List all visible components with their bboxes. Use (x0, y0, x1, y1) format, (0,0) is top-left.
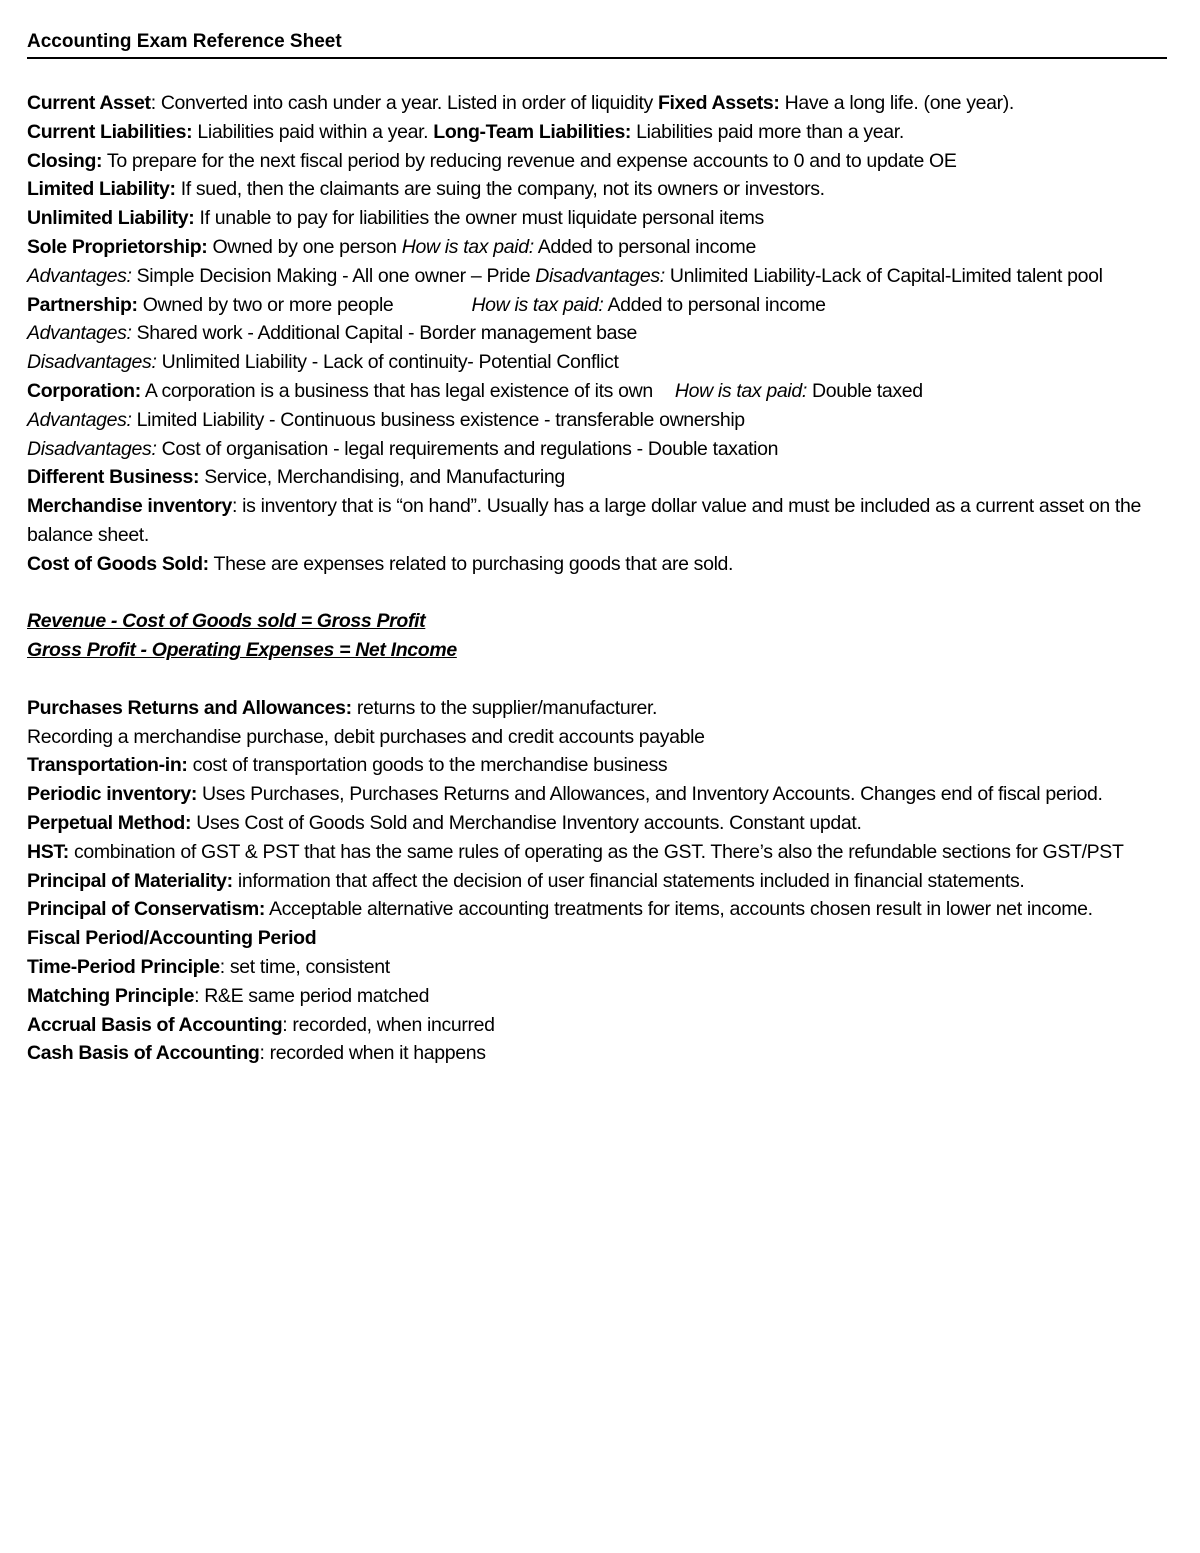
def-closing: Closing: To prepare for the next fiscal period by reducing revenue and expense accounts to 0 and to update OE (27, 149, 957, 172)
def-merchandise-inventory: Merchandise inventory: is inventory that is “on hand”. Usually has a large dollar value and must be included as a current asset on the balance sheet. (27, 495, 1141, 546)
def-limited-liability: Limited Liability: If sued, then the claimants are suing the company, not its owners or investors. (27, 178, 825, 201)
def-purchases-returns: Purchases Returns and Allowances: returns to the supplier/manufacturer. (27, 696, 658, 719)
def-perpetual-method: Perpetual Method: Uses Cost of Goods Sold and Merchandise Inventory accounts. Constant updat. (27, 811, 862, 834)
def-hst: HST: combination of GST & PST that has the same rules of operating as the GST. There’s also the refundable sections for GST/PST (27, 840, 1124, 863)
def-materiality: Principal of Materiality: information that affect the decision of user financial statements included in financial statements. (27, 869, 1025, 892)
def-transportation-in: Transportation-in: cost of transportation goods to the merchandise business (27, 754, 668, 777)
def-time-period-principle: Time-Period Principle: set time, consistent (27, 955, 390, 978)
note-recording-purchase: Recording a merchandise purchase, debit purchases and credit accounts payable (27, 725, 705, 748)
partnership-disadvantages: Disadvantages: Unlimited Liability - Lack of continuity- Potential Conflict (27, 351, 619, 374)
def-cash-basis: Cash Basis of Accounting: recorded when it happens (27, 1042, 486, 1065)
def-partnership: Partnership: Owned by two or more people How is tax paid: Added to personal income (27, 293, 826, 316)
spacer (27, 665, 1167, 694)
def-current-liabilities: Current Liabilities: Liabilities paid within a year. Long-Team Liabilities: Liabilities paid more than a year. (27, 120, 904, 143)
definitions-section (27, 89, 1167, 1068)
def-current-asset: Current Asset: Converted into cash under a year. Listed in order of liquidity Fixed Assets: Have a long life. (one year). (27, 92, 1014, 114)
corporation-advantages: Advantages: Limited Liability - Continuous business existence - transferable ownership (27, 408, 745, 431)
formula-gross-profit: Revenue - Cost of Goods sold = Gross Profit (27, 610, 426, 633)
def-cost-of-goods-sold: Cost of Goods Sold: These are expenses related to purchasing goods that are sold. (27, 552, 734, 575)
page-title: Accounting Exam Reference Sheet (27, 30, 1167, 59)
reference-sheet (27, 30, 1167, 1068)
def-periodic-inventory: Periodic inventory: Uses Purchases, Purchases Returns and Allowances, and Inventory Accounts. Changes end of fiscal period. (27, 783, 1103, 806)
def-matching-principle: Matching Principle: R&E same period matched (27, 984, 430, 1007)
def-different-business: Different Business: Service, Merchandising, and Manufacturing (27, 466, 565, 489)
corporation-disadvantages: Disadvantages: Cost of organisation - legal requirements and regulations - Double taxation (27, 437, 779, 460)
formula-net-income: Gross Profit - Operating Expenses = Net Income (27, 639, 457, 662)
def-conservatism: Principal of Conservatism: Acceptable alternative accounting treatments for items, accounts chosen result in lower net income. (27, 898, 1093, 921)
def-accrual-basis: Accrual Basis of Accounting: recorded, when incurred (27, 1013, 495, 1036)
def-fiscal-period: Fiscal Period/Accounting Period (27, 927, 317, 950)
spacer (27, 579, 1167, 608)
partnership-advantages: Advantages: Shared work - Additional Capital - Border management base (27, 322, 637, 345)
def-sole-proprietorship: Sole Proprietorship: Owned by one person How is tax paid: Added to personal income (27, 235, 756, 258)
sole-proprietorship-pros-cons: Advantages: Simple Decision Making - All one owner – Pride Disadvantages: Unlimited Liability-Lack of Capital-Limited talent pool (27, 264, 1103, 287)
def-corporation: Corporation: A corporation is a business that has legal existence of its own How is tax paid: Double taxed (27, 379, 923, 402)
def-unlimited-liability: Unlimited Liability: If unable to pay for liabilities the owner must liquidate personal items (27, 207, 764, 230)
